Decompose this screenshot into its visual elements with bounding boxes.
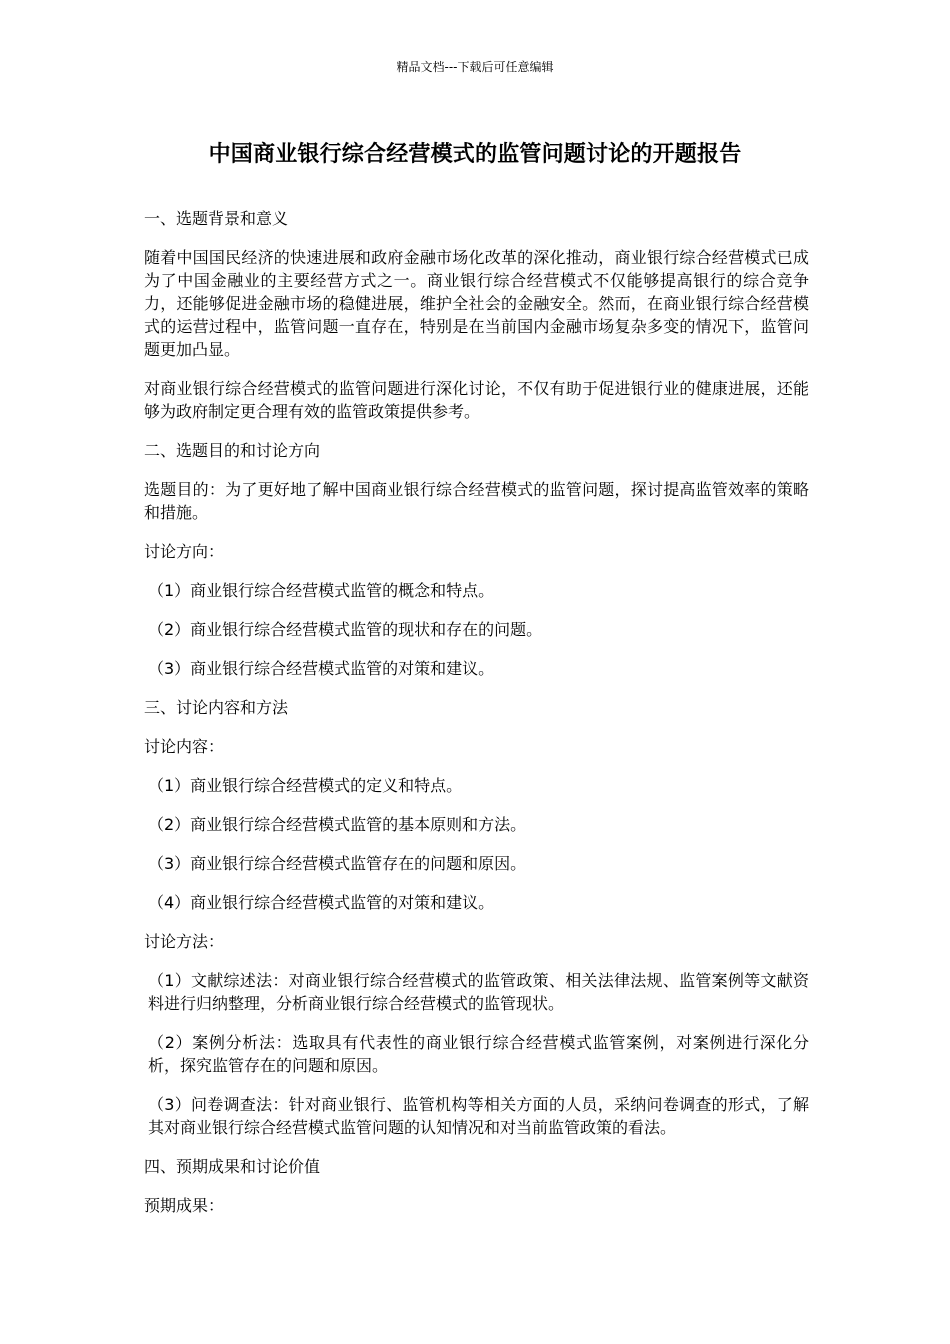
list-item: （2）商业银行综合经营模式监管的基本原则和方法。 bbox=[148, 815, 527, 834]
section-heading-3: 三、讨论内容和方法 bbox=[144, 698, 289, 717]
paragraph-significance: 对商业银行综合经营模式的监管问题进行深化讨论，不仅有助于促进银行业的健康进展，还能够为政府制定更合理有效的监管政策提供参考。 bbox=[144, 379, 809, 421]
subheading-expected-results: 预期成果： bbox=[144, 1196, 225, 1215]
document-title: 中国商业银行综合经营模式的监管问题讨论的开题报告 bbox=[208, 142, 742, 167]
subheading-method: 讨论方法： bbox=[144, 932, 225, 951]
list-item: （2）商业银行综合经营模式监管的现状和存在的问题。 bbox=[148, 620, 543, 639]
list-item: （1）商业银行综合经营模式的定义和特点。 bbox=[148, 776, 463, 795]
list-item: （3）商业银行综合经营模式监管的对策和建议。 bbox=[148, 659, 495, 678]
list-item: （1）商业银行综合经营模式监管的概念和特点。 bbox=[148, 581, 495, 600]
paragraph-purpose: 选题目的：为了更好地了解中国商业银行综合经营模式的监管问题，探讨提高监管效率的策略和措施。 bbox=[144, 480, 809, 522]
list-item: （4）商业银行综合经营模式监管的对策和建议。 bbox=[148, 893, 495, 912]
list-item: （3）商业银行综合经营模式监管存在的问题和原因。 bbox=[148, 854, 527, 873]
section-heading-2: 二、选题目的和讨论方向 bbox=[144, 441, 321, 460]
document-body bbox=[144, 207, 809, 1233]
subheading-direction: 讨论方向： bbox=[144, 542, 225, 561]
paragraph-background: 随着中国国民经济的快速进展和政府金融市场化改革的深化推动，商业银行综合经营模式已成为了中国金融业的主要经营方式之一。商业银行综合经营模式不仅能够提高银行的综合竞争力，还能够促进金融市场的稳健进展，维护全社会的金融安全。然而，在商业银行综合经营模式的运营过程中，监管问题一直存在，特别是在当前国内金融市场复杂多变的情况下，监管问题更加凸显。 bbox=[144, 248, 809, 359]
subheading-content: 讨论内容： bbox=[144, 737, 225, 756]
list-item: （2）案例分析法：选取具有代表性的商业银行综合经营模式监管案例，对案例进行深化分析，探究监管存在的问题和原因。 bbox=[148, 1033, 809, 1075]
header-note: 精品文档---下载后可任意编辑 bbox=[396, 60, 554, 74]
list-item: （1）文献综述法：对商业银行综合经营模式的监管政策、相关法律法规、监管案例等文献资料进行归纳整理，分析商业银行综合经营模式的监管现状。 bbox=[148, 971, 809, 1013]
section-heading-1: 一、选题背景和意义 bbox=[144, 209, 289, 228]
list-item: （3）问卷调查法：针对商业银行、监管机构等相关方面的人员，采纳问卷调查的形式，了解其对商业银行综合经营模式监管问题的认知情况和对当前监管政策的看法。 bbox=[148, 1095, 809, 1137]
section-heading-4: 四、预期成果和讨论价值 bbox=[144, 1157, 321, 1176]
